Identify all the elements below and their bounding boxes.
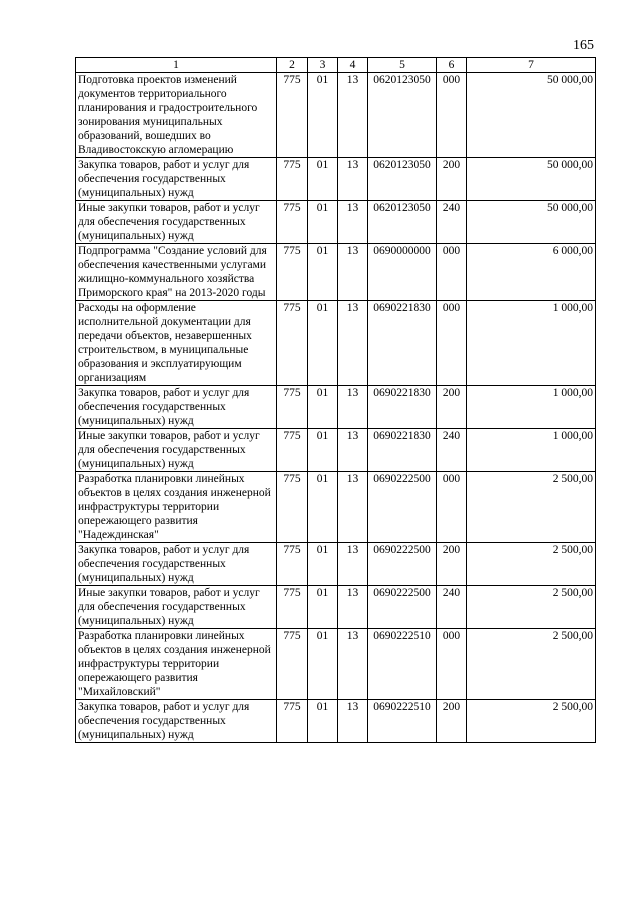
ministry-code-cell: 775 <box>277 158 308 201</box>
section-code-cell: 01 <box>308 629 338 700</box>
section-code-cell: 01 <box>308 73 338 158</box>
section-code-cell: 01 <box>308 158 338 201</box>
amount-cell: 1 000,00 <box>467 301 596 386</box>
expense-type-code-cell: 240 <box>437 201 467 244</box>
table-row <box>76 429 596 472</box>
expense-type-code-cell: 000 <box>437 629 467 700</box>
expense-name-cell: Расходы на оформление исполнительной документации для передачи объектов, незавершенных строительством, в муниципальные образования и эксплуатирующим организациям <box>76 301 277 386</box>
expense-name-cell: Подготовка проектов изменений документов территориального планирования и градостроительного зонирования муниципальных образований, вошедших во Владивостокскую агломерацию <box>76 73 277 158</box>
table-row <box>76 158 596 201</box>
target-article-code-cell: 0690222500 <box>368 472 437 543</box>
subsection-code-cell: 13 <box>338 301 368 386</box>
page-number: 165 <box>573 38 594 53</box>
expense-name-cell: Подпрограмма "Создание условий для обеспечения качественными услугами жилищно-коммунального хозяйства Приморского края" на 2013-2020 годы <box>76 244 277 301</box>
ministry-code-cell: 775 <box>277 472 308 543</box>
target-article-code-cell: 0620123050 <box>368 201 437 244</box>
ministry-code-cell: 775 <box>277 543 308 586</box>
expense-type-code-cell: 000 <box>437 472 467 543</box>
table-row <box>76 629 596 700</box>
target-article-code-cell: 0690221830 <box>368 429 437 472</box>
ministry-code-cell: 775 <box>277 301 308 386</box>
amount-cell: 2 500,00 <box>467 472 596 543</box>
expense-type-code-cell: 200 <box>437 386 467 429</box>
amount-cell: 2 500,00 <box>467 700 596 743</box>
table-row <box>76 586 596 629</box>
header-cell: 7 <box>467 58 596 73</box>
table-row <box>76 244 596 301</box>
target-article-code-cell: 0690222500 <box>368 586 437 629</box>
expense-name-cell: Иные закупки товаров, работ и услуг для обеспечения государственных (муниципальных) нужд <box>76 201 277 244</box>
target-article-code-cell: 0690221830 <box>368 386 437 429</box>
amount-cell: 50 000,00 <box>467 158 596 201</box>
expense-name-cell: Разработка планировки линейных объектов в целях создания инженерной инфраструктуры территории опережающего развития "Михайловский" <box>76 629 277 700</box>
subsection-code-cell: 13 <box>338 386 368 429</box>
table-row <box>76 201 596 244</box>
amount-cell: 2 500,00 <box>467 586 596 629</box>
header-cell: 1 <box>76 58 277 73</box>
section-code-cell: 01 <box>308 543 338 586</box>
subsection-code-cell: 13 <box>338 472 368 543</box>
target-article-code-cell: 0690222510 <box>368 629 437 700</box>
table-row <box>76 386 596 429</box>
subsection-code-cell: 13 <box>338 201 368 244</box>
amount-cell: 1 000,00 <box>467 386 596 429</box>
target-article-code-cell: 0690221830 <box>368 301 437 386</box>
subsection-code-cell: 13 <box>338 429 368 472</box>
amount-cell: 50 000,00 <box>467 73 596 158</box>
table-row <box>76 73 596 158</box>
ministry-code-cell: 775 <box>277 386 308 429</box>
subsection-code-cell: 13 <box>338 586 368 629</box>
ministry-code-cell: 775 <box>277 244 308 301</box>
ministry-code-cell: 775 <box>277 586 308 629</box>
subsection-code-cell: 13 <box>338 700 368 743</box>
section-code-cell: 01 <box>308 201 338 244</box>
subsection-code-cell: 13 <box>338 629 368 700</box>
header-row <box>76 58 596 73</box>
expense-type-code-cell: 000 <box>437 301 467 386</box>
amount-cell: 6 000,00 <box>467 244 596 301</box>
expense-name-cell: Закупка товаров, работ и услуг для обеспечения государственных (муниципальных) нужд <box>76 543 277 586</box>
target-article-code-cell: 0690222500 <box>368 543 437 586</box>
ministry-code-cell: 775 <box>277 73 308 158</box>
expense-type-code-cell: 240 <box>437 429 467 472</box>
table-row <box>76 472 596 543</box>
table-row <box>76 301 596 386</box>
expense-name-cell: Разработка планировки линейных объектов в целях создания инженерной инфраструктуры территории опережающего развития "Надеждинская" <box>76 472 277 543</box>
ministry-code-cell: 775 <box>277 629 308 700</box>
expense-type-code-cell: 200 <box>437 700 467 743</box>
section-code-cell: 01 <box>308 700 338 743</box>
expense-name-cell: Иные закупки товаров, работ и услуг для обеспечения государственных (муниципальных) нужд <box>76 429 277 472</box>
table-row <box>76 543 596 586</box>
header-cell: 3 <box>308 58 338 73</box>
amount-cell: 2 500,00 <box>467 543 596 586</box>
expense-name-cell: Закупка товаров, работ и услуг для обеспечения государственных (муниципальных) нужд <box>76 700 277 743</box>
section-code-cell: 01 <box>308 301 338 386</box>
target-article-code-cell: 0690222510 <box>368 700 437 743</box>
section-code-cell: 01 <box>308 472 338 543</box>
header-cell: 2 <box>277 58 308 73</box>
subsection-code-cell: 13 <box>338 543 368 586</box>
header-cell: 6 <box>437 58 467 73</box>
target-article-code-cell: 0620123050 <box>368 73 437 158</box>
section-code-cell: 01 <box>308 429 338 472</box>
section-code-cell: 01 <box>308 586 338 629</box>
amount-cell: 1 000,00 <box>467 429 596 472</box>
target-article-code-cell: 0620123050 <box>368 158 437 201</box>
expense-type-code-cell: 000 <box>437 244 467 301</box>
amount-cell: 2 500,00 <box>467 629 596 700</box>
subsection-code-cell: 13 <box>338 158 368 201</box>
subsection-code-cell: 13 <box>338 244 368 301</box>
budget-table <box>75 57 596 743</box>
ministry-code-cell: 775 <box>277 429 308 472</box>
expense-type-code-cell: 000 <box>437 73 467 158</box>
expense-name-cell: Закупка товаров, работ и услуг для обеспечения государственных (муниципальных) нужд <box>76 158 277 201</box>
subsection-code-cell: 13 <box>338 73 368 158</box>
table-row <box>76 700 596 743</box>
header-cell: 5 <box>368 58 437 73</box>
section-code-cell: 01 <box>308 386 338 429</box>
amount-cell: 50 000,00 <box>467 201 596 244</box>
ministry-code-cell: 775 <box>277 201 308 244</box>
target-article-code-cell: 0690000000 <box>368 244 437 301</box>
expense-name-cell: Закупка товаров, работ и услуг для обеспечения государственных (муниципальных) нужд <box>76 386 277 429</box>
expense-type-code-cell: 200 <box>437 543 467 586</box>
section-code-cell: 01 <box>308 244 338 301</box>
expense-type-code-cell: 200 <box>437 158 467 201</box>
ministry-code-cell: 775 <box>277 700 308 743</box>
expense-type-code-cell: 240 <box>437 586 467 629</box>
header-cell: 4 <box>338 58 368 73</box>
expense-name-cell: Иные закупки товаров, работ и услуг для обеспечения государственных (муниципальных) нужд <box>76 586 277 629</box>
